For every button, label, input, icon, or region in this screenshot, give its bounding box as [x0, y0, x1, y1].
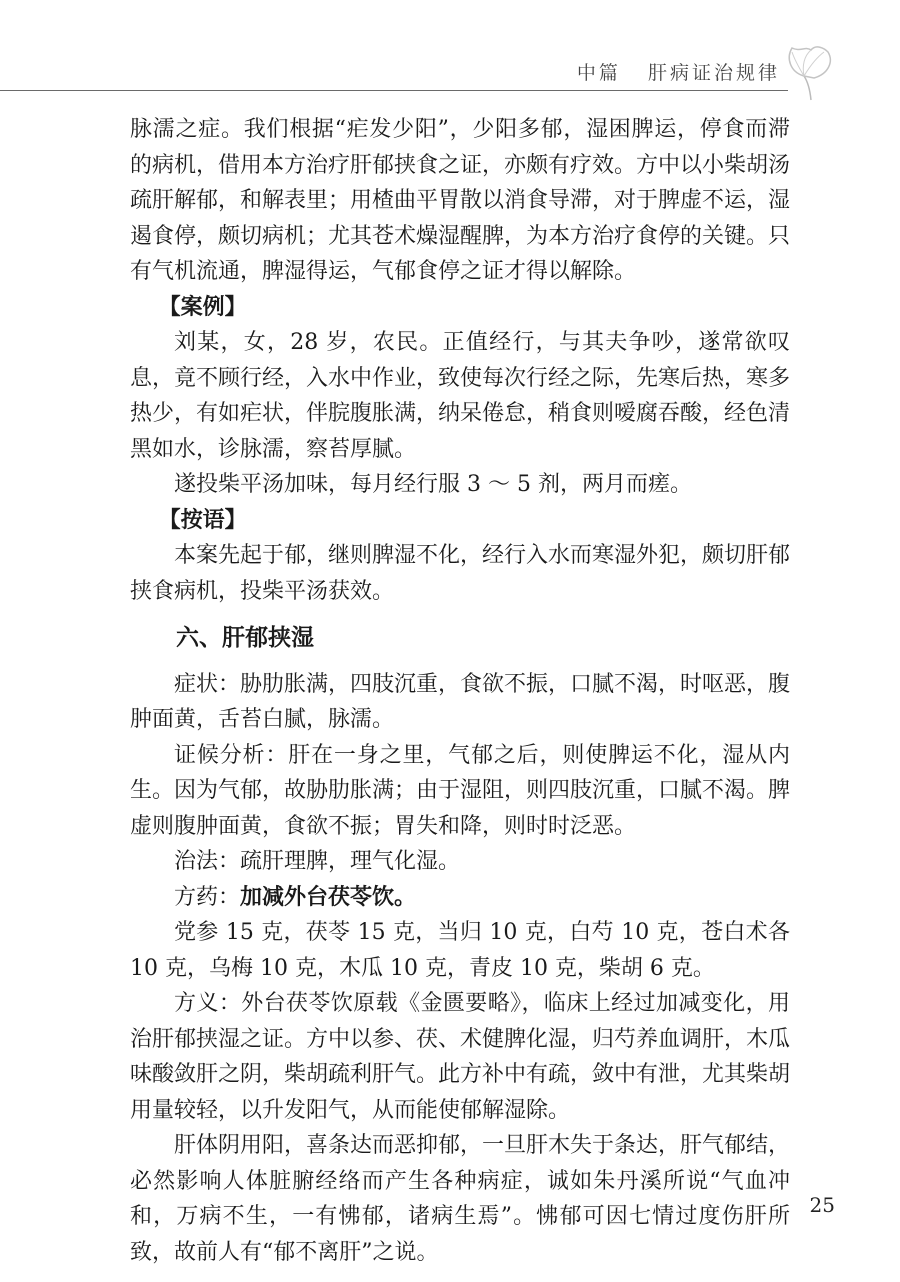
ingredients-paragraph: 党参 15 克，茯苓 15 克，当归 10 克，白芍 10 克，苍白术各 10 克，乌梅 10 克，木瓜 10 克，青皮 10 克，柴胡 6 克。 [130, 920, 790, 981]
page-number: 25 [809, 1193, 835, 1217]
formula-name: 加减外台茯苓饮。 [240, 883, 417, 910]
case-text: 刘某，女，28 岁，农民。正值经行，与其夫争吵，遂常欲叹息，竟不顾行经，入水中作业，致使每次行经之际，先寒后热，寒多热少，有如疟状，伴脘腹胀满，纳呆倦怠，稍食则嗳腐吞酸，经色清黑如水，诊脉濡，察苔厚腻。 [130, 330, 791, 462]
formula-paragraph [130, 880, 790, 916]
section-heading: 六、肝郁挟湿 [176, 625, 314, 651]
symptoms-paragraph: 症状：胁肋胀满，四肢沉重，食欲不振，口腻不渴，时呕恶，腹肿面黄，舌苔白腻，脉濡。 [130, 671, 791, 732]
note-label: 【按语】 [158, 506, 247, 533]
paragraph-continuation: 脉濡之症。我们根据“疟发少阳”，少阳多郁，湿困脾运，停食而滞的病机，借用本方治疗肝郁挟食之证，亦颇有疗效。方中以小柴胡汤疏肝解郁，和解表里；用楂曲平胃散以消食导滞，对于脾虚不运，湿遏食停，颇切病机；尤其苍术燥湿醒脾，为本方治疗食停的关键。只有气机流通，脾湿得运，气郁食停之证才得以解除。 [130, 117, 791, 284]
running-header [0, 54, 900, 94]
explanation-paragraph: 方义：外台茯苓饮原载《金匮要略》，临床上经过加减变化，用治肝郁挟湿之证。方中以参、茯、术健脾化湿，归芍养血调肝，木瓜味酸敛肝之阴，柴胡疏利肝气。此方补中有疏，敛中有泄，尤其柴胡用量较轻，以升发阳气，从而能使郁解湿除。 [130, 991, 791, 1123]
ginkgo-leaf-icon [784, 42, 838, 104]
note-text: 本案先起于郁，继则脾湿不化，经行入水而寒湿外犯，颇切肝郁挟食病机，投柴平汤获效。 [130, 543, 791, 604]
method-paragraph: 治法：疏肝理脾，理气化湿。 [174, 849, 461, 874]
header-chapter: 肝病证治规律 [647, 62, 780, 84]
case-treatment: 遂投柴平汤加味，每月经行服 3 ～ 5 剂，两月而瘥。 [174, 472, 692, 497]
page-body [130, 112, 790, 1270]
discussion-paragraph: 肝体阴用阳，喜条达而恶抑郁，一旦肝木失于条达，肝气郁结，必然影响人体脏腑经络而产生各种病症，诚如朱丹溪所说“气血冲和，万病不生，一有怫郁，诸病生焉”。怫郁可因七情过度伤肝所致，故前人有“郁不离肝”之说。 [130, 1133, 791, 1265]
analysis-paragraph: 证候分析：肝在一身之里，气郁之后，则使脾运不化，湿从内生。因为气郁，故胁肋胀满；由于湿阻，则四肢沉重，口腻不渴。脾虚则腹肿面黄，食欲不振；胃失和降，则时时泛恶。 [130, 742, 791, 839]
header-rule [0, 90, 788, 91]
formula-prefix: 方药： [174, 884, 241, 910]
case-label: 【案例】 [158, 293, 247, 320]
header-section: 中篇 [576, 62, 621, 84]
header-title [577, 58, 780, 85]
